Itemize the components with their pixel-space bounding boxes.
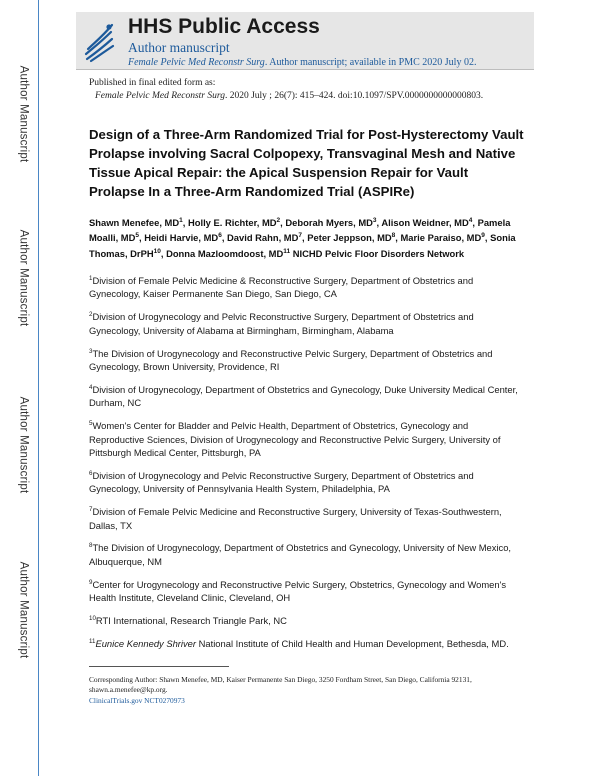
article-title: Design of a Three-Arm Randomized Trial for Post-Hysterectomy Vault Prolapse involving Sacral Colpopexy, Transvaginal Mesh and Native Tissue Apical Repair: the Apical Suspension Repair for Vault Prolapse In a Three-Arm Randomized Trial (ASPIRe): [89, 127, 524, 199]
author-affiliation-number: 2: [276, 217, 281, 224]
affiliation-number: 11: [89, 638, 96, 646]
affiliation-item: [89, 381, 525, 410]
author-affiliation-number: 8: [391, 232, 396, 240]
side-label-2: Author Manuscript: [17, 229, 30, 327]
affiliation-item: [89, 503, 525, 532]
affiliation-text: Division of Urogynecology and Pelvic Reconstructive Surgery, Department of Obstetrics and Gynecology, University of Alabama at Birmingham, Birmingham, Alabama: [89, 311, 474, 336]
affiliation-text: The Division of Urogynecology and Reconstructive Pelvic Surgery, Department of Obstetrics and Gynecology, Brown University, Providence, RI: [89, 347, 493, 373]
author-name: Donna Mazloomdoost, MD: [166, 247, 284, 259]
side-label-4: Author Manuscript: [17, 561, 30, 659]
author-affiliation-number: 5: [135, 232, 139, 240]
footnote-rule: [89, 666, 229, 667]
affiliation-number: 7: [89, 506, 93, 514]
affiliation-item: [89, 417, 525, 459]
affiliation-italic: Eunice Kennedy Shriver: [95, 638, 197, 650]
banner-citation: Female Pelvic Med Reconstr Surg. Author manuscript; available in PMC 2020 July 02.: [128, 57, 477, 68]
published-label: Published in final edited form as:: [89, 78, 216, 88]
affiliation-number: 10: [89, 615, 96, 623]
hhs-banner: [76, 12, 534, 70]
corresponding-author: Corresponding Author: Shawn Menefee, MD, Kaiser Permanente San Diego, 3250 Fordham Street, San Diego, California 92131, shawn.a.menefee@kp.org.: [89, 675, 472, 694]
affiliation-item: [89, 467, 525, 496]
author-name: Deborah Myers, MD: [285, 217, 373, 229]
author-affiliation-number: 3: [372, 217, 377, 224]
affiliation-text: Division of Urogynecology and Pelvic Reconstructive Surgery, Department of Obstetrics and Gynecology, University of Pennsylvania Health System, Philadelphia, PA: [89, 469, 474, 495]
affiliation-number: 9: [89, 578, 93, 586]
affiliation-item: [89, 635, 525, 650]
author-affiliation-number: 11: [283, 247, 291, 255]
author-name: Marie Paraiso, MD: [400, 232, 482, 244]
author-name: Pamela Moalli, MD: [89, 217, 511, 244]
author-name: Holly E. Richter, MD: [187, 217, 277, 229]
published-citation: Female Pelvic Med Reconstr Surg. 2020 July ; 26(7): 415–424. doi:10.1097/SPV.0000000000000803.: [95, 91, 484, 101]
affiliation-number: 5: [89, 420, 93, 428]
affiliation-text: Division of Female Pelvic Medicine & Reconstructive Surgery, Department of Obstetrics and Gynecology, Kaiser Permanente San Diego, San Diego, CA: [89, 275, 474, 300]
author-affiliation-number: 4: [468, 217, 473, 224]
affiliation-text: Division of Female Pelvic Medicine and Reconstructive Surgery, University of Texas-Southwestern, Dallas, TX: [89, 506, 502, 531]
author-affiliation-number: 7: [298, 232, 303, 240]
clinical-trial-link[interactable]: ClinicalTrials.gov NCT0270973: [89, 696, 185, 705]
affiliation-item: [89, 612, 525, 627]
author-name: Peter Jeppson, MD: [307, 232, 392, 244]
affiliation-number: 2: [89, 311, 93, 319]
affiliation-number: 4: [89, 383, 93, 391]
affiliation-text: Women's Center for Bladder and Pelvic Health, Department of Obstetrics, Gynecology and Reproductive Sciences, Division of Urogynecology and Reconstructive Pelvic Surgery, University of Pittsburgh Medical Center, Pittsburgh, PA: [89, 420, 501, 458]
side-rule: [38, 0, 39, 776]
author-affiliation-number: 10: [153, 247, 161, 255]
author-affiliation-number: 9: [481, 232, 485, 240]
affiliation-text: Center for Urogynecology and Reconstructive Pelvic Surgery, Obstetrics, Gynecology and Women's Health Institute, Cleveland Clinic, Cleveland, OH: [89, 578, 507, 604]
affiliation-item: [89, 576, 525, 605]
author-name: Heidi Harvie, MD: [144, 232, 219, 244]
author-network: NICHD Pelvic Floor Disorders Network: [292, 247, 465, 259]
banner-title: HHS Public Access: [128, 15, 320, 38]
affiliation-number: 8: [89, 542, 93, 550]
affiliation-item: [89, 272, 525, 301]
affiliation-item: [89, 345, 525, 374]
author-name: Alison Weidner, MD: [381, 217, 469, 229]
affiliation-text: RTI International, Research Triangle Park, NC: [95, 615, 287, 627]
affiliation-number: 6: [89, 469, 93, 477]
author-affiliation-number: 6: [218, 232, 222, 240]
affiliation-text: The Division of Urogynecology, Department of Obstetrics and Gynecology, University of New Mexico, Albuquerque, NM: [89, 542, 512, 567]
affiliation-number: 1: [89, 275, 93, 282]
author-name: Shawn Menefee, MD: [89, 217, 180, 229]
author-name: Sonia Thomas, DrPH: [89, 232, 516, 259]
affiliation-item: [89, 308, 525, 337]
side-label-3: Author Manuscript: [17, 396, 30, 494]
author-affiliation-number: 1: [179, 217, 183, 224]
author-list: Shawn Menefee, $MD^1$, Holly E. Richter, $MD^2$, Deborah Myers, $MD^3$, Alison Weidner, $MD^4$, Pamela Moalli, $MD^5$, Heidi Harvie, $MD^6$, David Rahn, $MD^7$, Peter Jeppson, $MD^8$, Marie Paraiso, $MD^9$, Sonia Thomas, DrPH$^{10}$, Donna Mazloomdoost, MD$^{11}$ NICHD Pelvic Floor Disorders Network: [89, 217, 516, 259]
hhs-eagle-logo-icon: [82, 19, 116, 63]
affiliation-item: [89, 539, 525, 568]
banner-subtitle: Author manuscript: [128, 40, 230, 55]
affiliation-number: 3: [89, 347, 93, 355]
author-name: David Rahn, MD: [227, 232, 299, 244]
affiliation-text: Division of Urogynecology, Department of Obstetrics and Gynecology, Duke University Medical Center, Durham, NC: [89, 384, 518, 409]
affiliation-text: National Institute of Child Health and Human Development, Bethesda, MD.: [196, 638, 509, 650]
affiliation-list: [89, 272, 525, 658]
side-label-1: Author Manuscript: [17, 65, 30, 163]
